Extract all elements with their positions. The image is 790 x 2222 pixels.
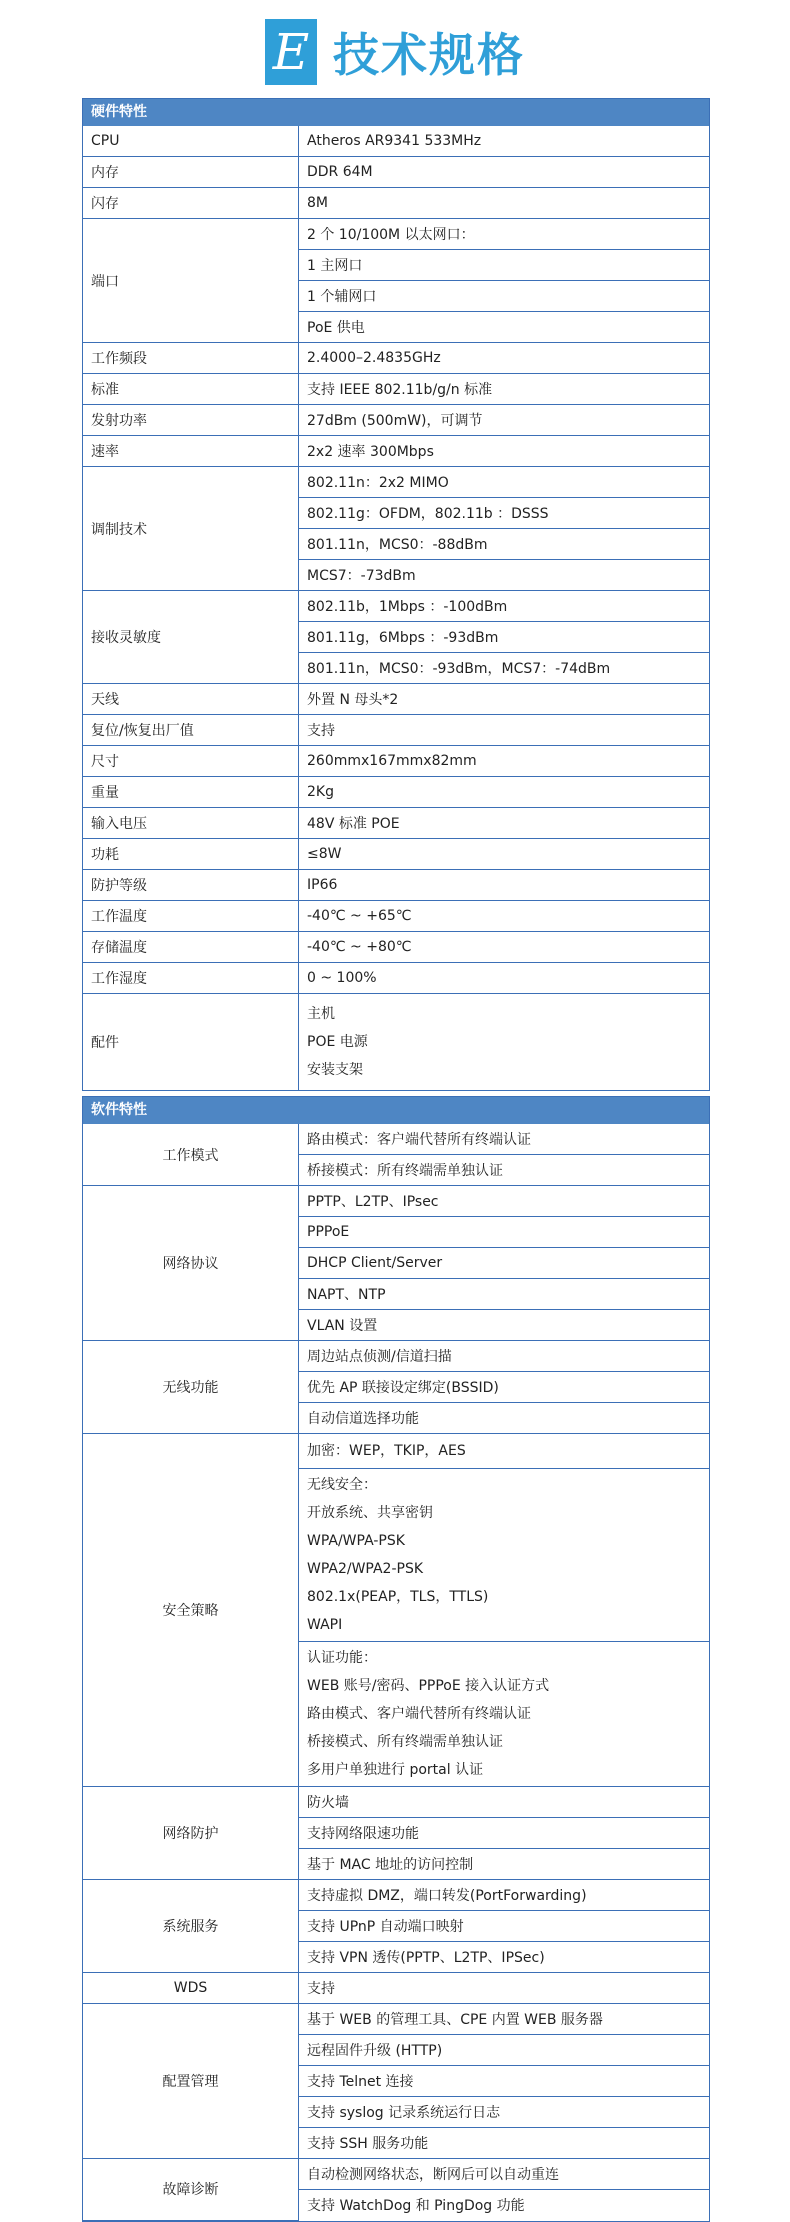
spec-value: -40℃ ~ +80℃ <box>299 932 710 963</box>
spec-row <box>83 1124 709 1155</box>
spec-value: 支持 <box>299 715 710 746</box>
spec-value: PoE 供电 <box>299 312 710 343</box>
spec-value-line: WPA2/WPA2-PSK <box>307 1561 424 1577</box>
spec-value: 1 个辅网口 <box>299 281 710 312</box>
spec-value: 自动信道选择功能 <box>299 1403 710 1434</box>
spec-value: 支持 <box>299 1973 710 2004</box>
section-letter-badge: E <box>265 19 317 85</box>
spec-label: 闪存 <box>83 188 299 219</box>
spec-value: IP66 <box>299 870 710 901</box>
spec-value-list <box>299 1434 710 1469</box>
spec-value: 801.11g，6Mbps ：-93dBm <box>299 622 710 653</box>
spec-value-line: 桥接模式、所有终端需单独认证 <box>307 1734 503 1750</box>
spec-row <box>83 839 709 870</box>
spec-label: 内存 <box>83 157 299 188</box>
spec-label: 故障诊断 <box>83 2159 299 2221</box>
spec-value: 路由模式：客户端代替所有终端认证 <box>299 1124 710 1155</box>
spec-row <box>83 808 709 839</box>
spec-value: 0 ~ 100% <box>299 963 710 994</box>
page-title: 技术规格 <box>333 28 525 82</box>
spec-label: 防护等级 <box>83 870 299 901</box>
spec-value-line: WPA/WPA-PSK <box>307 1533 405 1549</box>
spec-value-line: 无线安全： <box>307 1477 377 1493</box>
spec-row <box>83 591 709 622</box>
spec-label: 配置管理 <box>83 2004 299 2159</box>
spec-label: 重量 <box>83 777 299 808</box>
spec-label: 网络协议 <box>83 1186 299 1341</box>
spec-value-line: 路由模式、客户端代替所有终端认证 <box>307 1706 531 1722</box>
spec-row <box>83 777 709 808</box>
spec-value: 支持 VPN 透传(PPTP、L2TP、IPSec) <box>299 1942 710 1973</box>
spec-row <box>83 405 709 436</box>
spec-row <box>83 1880 709 1911</box>
spec-value: 2 个 10/100M 以太网口： <box>299 219 710 250</box>
spec-value-list <box>299 1642 710 1787</box>
spec-value: DDR 64M <box>299 157 710 188</box>
spec-value: 基于 WEB 的管理工具、CPE 内置 WEB 服务器 <box>299 2004 710 2035</box>
spec-value: 802.11b，1Mbps ：-100dBm <box>299 591 710 622</box>
spec-value: 支持虚拟 DMZ，端口转发(PortForwarding) <box>299 1880 710 1911</box>
spec-value: 27dBm (500mW)，可调节 <box>299 405 710 436</box>
spec-row <box>83 684 709 715</box>
spec-row <box>83 715 709 746</box>
spec-value: 48V 标准 POE <box>299 808 710 839</box>
spec-value: 支持 IEEE 802.11b/g/n 标准 <box>299 374 710 405</box>
spec-row <box>83 1787 709 1818</box>
spec-label: 发射功率 <box>83 405 299 436</box>
spec-value-line: 开放系统、共享密钥 <box>307 1505 433 1521</box>
spec-value: 支持 Telnet 连接 <box>299 2066 710 2097</box>
page-header <box>0 18 790 86</box>
spec-value: 2.4000–2.4835GHz <box>299 343 710 374</box>
spec-label: 速率 <box>83 436 299 467</box>
spec-label: 复位/恢复出厂值 <box>83 715 299 746</box>
spec-label: 工作频段 <box>83 343 299 374</box>
spec-row <box>83 963 709 994</box>
spec-label: 工作模式 <box>83 1124 299 1186</box>
spec-value-list <box>299 1469 710 1642</box>
spec-value: 2x2 速率 300Mbps <box>299 436 710 467</box>
spec-value: MCS7：-73dBm <box>299 560 710 591</box>
spec-value: 支持 SSH 服务功能 <box>299 2128 710 2159</box>
spec-value: 周边站点侦测/信道扫描 <box>299 1341 710 1372</box>
spec-row <box>83 1186 709 1217</box>
spec-label: 尺寸 <box>83 746 299 777</box>
spec-value: 8M <box>299 188 710 219</box>
spec-row <box>83 436 709 467</box>
spec-label: 存储温度 <box>83 932 299 963</box>
spec-row <box>83 1341 709 1372</box>
spec-value: 支持 UPnP 自动端口映射 <box>299 1911 710 1942</box>
spec-row <box>83 2159 709 2190</box>
spec-value-line: 多用户单独进行 portal 认证 <box>307 1762 484 1778</box>
spec-label: 配件 <box>83 994 299 1091</box>
spec-value: Atheros AR9341 533MHz <box>299 126 710 157</box>
spec-value: 远程固件升级 (HTTP) <box>299 2035 710 2066</box>
spec-row <box>83 188 709 219</box>
spec-value: 外置 N 母头*2 <box>299 684 710 715</box>
spec-value: PPPoE <box>299 1217 710 1248</box>
spec-row <box>83 157 709 188</box>
spec-row <box>83 932 709 963</box>
spec-value: 801.11n，MCS0：-88dBm <box>299 529 710 560</box>
spec-label: 标准 <box>83 374 299 405</box>
spec-value-line: 安装支架 <box>307 1062 363 1078</box>
software-section-heading: 软件特性 <box>83 1097 709 1124</box>
spec-value-line: WAPI <box>307 1617 343 1633</box>
spec-label: 安全策略 <box>83 1434 299 1787</box>
spec-row <box>83 374 709 405</box>
spec-value: 优先 AP 联接设定绑定(BSSID) <box>299 1372 710 1403</box>
spec-row <box>83 870 709 901</box>
spec-value: 801.11n，MCS0：-93dBm，MCS7：-74dBm <box>299 653 710 684</box>
spec-label: 输入电压 <box>83 808 299 839</box>
spec-label: CPU <box>83 126 299 157</box>
spec-value: 支持 syslog 记录系统运行日志 <box>299 2097 710 2128</box>
spec-label: 无线功能 <box>83 1341 299 1434</box>
spec-value: 桥接模式：所有终端需单独认证 <box>299 1155 710 1186</box>
spec-label: 网络防护 <box>83 1787 299 1880</box>
spec-row <box>83 1434 709 1469</box>
spec-row <box>83 901 709 932</box>
spec-label: 天线 <box>83 684 299 715</box>
spec-label: 功耗 <box>83 839 299 870</box>
spec-value-line: 802.1x(PEAP，TLS，TTLS) <box>307 1589 489 1605</box>
hardware-spec-table <box>82 98 710 1091</box>
spec-row <box>83 343 709 374</box>
spec-value: 802.11g：OFDM，802.11b ：DSSS <box>299 498 710 529</box>
spec-value: 基于 MAC 地址的访问控制 <box>299 1849 710 1880</box>
spec-row <box>83 994 709 1091</box>
spec-row <box>83 126 709 157</box>
spec-value-line: 加密：WEP，TKIP，AES <box>307 1443 466 1459</box>
spec-label: WDS <box>83 1973 299 2004</box>
spec-value: 1 主网口 <box>299 250 710 281</box>
spec-value: DHCP Client/Server <box>299 1248 710 1279</box>
spec-value-line: 认证功能： <box>307 1650 377 1666</box>
spec-value: 2Kg <box>299 777 710 808</box>
spec-value: ≤8W <box>299 839 710 870</box>
spec-row <box>83 1973 709 2004</box>
spec-label: 系统服务 <box>83 1880 299 1973</box>
spec-label: 工作湿度 <box>83 963 299 994</box>
spec-value-list <box>299 994 710 1091</box>
spec-value: 802.11n：2x2 MIMO <box>299 467 710 498</box>
spec-row <box>83 467 709 498</box>
spec-value: 支持网络限速功能 <box>299 1818 710 1849</box>
software-spec-table <box>82 1096 710 2222</box>
spec-value: 支持 WatchDog 和 PingDog 功能 <box>299 2190 710 2221</box>
spec-value: 防火墙 <box>299 1787 710 1818</box>
spec-value: -40℃ ~ +65℃ <box>299 901 710 932</box>
spec-value-line: 主机 <box>307 1006 335 1022</box>
hardware-section-heading: 硬件特性 <box>83 99 709 126</box>
spec-row <box>83 219 709 250</box>
spec-label: 接收灵敏度 <box>83 591 299 684</box>
spec-value: 260mmx167mmx82mm <box>299 746 710 777</box>
spec-value-line: WEB 账号/密码、PPPoE 接入认证方式 <box>307 1678 550 1694</box>
spec-label: 调制技术 <box>83 467 299 591</box>
spec-row <box>83 746 709 777</box>
spec-value: PPTP、L2TP、IPsec <box>299 1186 710 1217</box>
spec-row <box>83 2004 709 2035</box>
spec-value: 自动检测网络状态，断网后可以自动重连 <box>299 2159 710 2190</box>
spec-value-line: POE 电源 <box>307 1034 368 1050</box>
spec-value: NAPT、NTP <box>299 1279 710 1310</box>
spec-value: VLAN 设置 <box>299 1310 710 1341</box>
spec-label: 端口 <box>83 219 299 343</box>
spec-label: 工作温度 <box>83 901 299 932</box>
